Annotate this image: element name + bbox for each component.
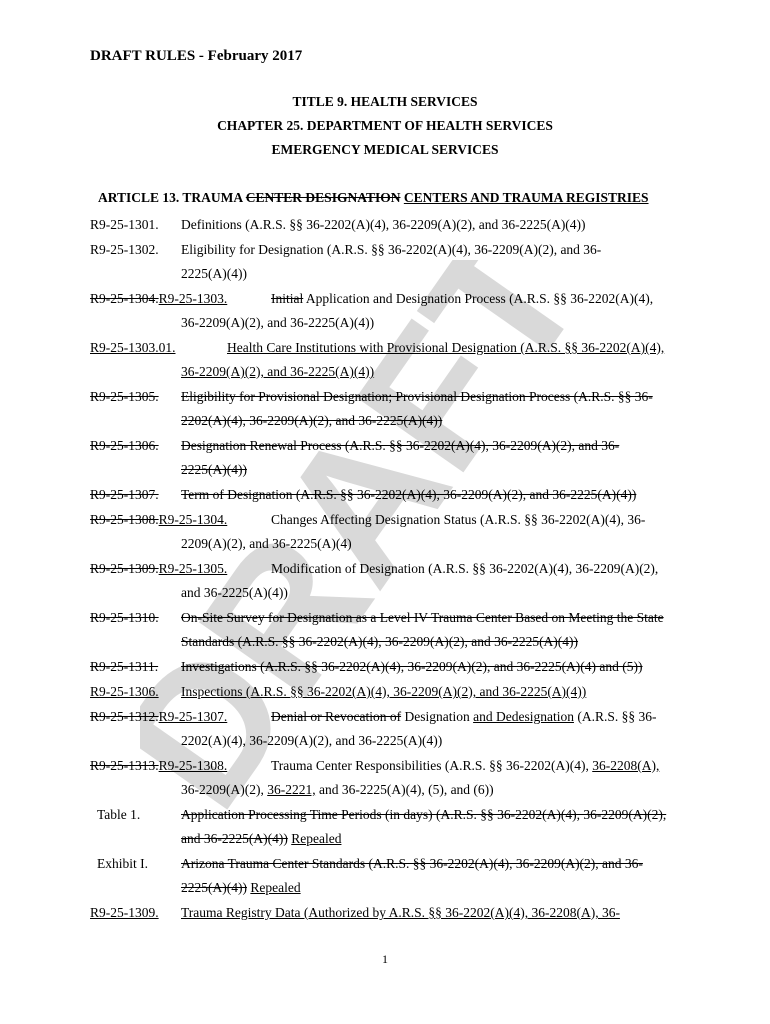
entry-1305-cont: and 36-2225(A)(4)) [181, 585, 288, 600]
entry-1303-cont: 36-2209(A)(2), and 36-2225(A)(4)) [181, 315, 375, 330]
exhibit-1-entry-cont: 2225(A)(4)) Repealed [181, 880, 301, 895]
subject-heading: EMERGENCY MEDICAL SERVICES [271, 142, 499, 157]
entry-1303-01-cont: 36-2209(A)(2), and 36-2225(A)(4)) [181, 364, 375, 379]
entry-1305-repealed-cont: 2202(A)(4), 36-2209(A)(2), and 36-2225(A)(4)) [181, 413, 443, 428]
entry-1302-cont: 2225(A)(4)) [181, 266, 247, 281]
chapter-heading: CHAPTER 25. DEPARTMENT OF HEALTH SERVICES [217, 118, 553, 133]
title-heading: TITLE 9. HEALTH SERVICES [292, 94, 478, 109]
entry-1308-cont: 36-2209(A)(2), 36-2221, and 36-2225(A)(4), (5), and (6)) [181, 782, 494, 797]
entry-1306-repealed-cont: 2225(A)(4)) [181, 462, 247, 477]
svg-text:DRAFT: DRAFT [140, 260, 623, 844]
table-1-entry-cont: and 36-2225(A)(4)) Repealed [181, 831, 342, 846]
entry-1310-repealed-cont: Standards (A.R.S. §§ 36-2202(A)(4), 36-2209(A)(2), and 36-2225(A)(4)) [181, 634, 579, 649]
draft-header: DRAFT RULES - February 2017 [90, 48, 303, 64]
page-number: 1 [382, 952, 388, 966]
entry-1304-cont: 2209(A)(2), and 36-2225(A)(4) [181, 536, 352, 551]
entry-1307-cont: 2202(A)(4), 36-2209(A)(2), and 36-2225(A)(4)) [181, 733, 443, 748]
article-heading: ARTICLE 13. TRAUMA CENTER DESIGNATION CENTERS AND TRAUMA REGISTRIES [98, 190, 649, 205]
document-page: DRAFT RULES - February 2017 TITLE 9. HEALTH SERVICES CHAPTER 25. DEPARTMENT OF HEALTH SERVICES EMERGENCY MEDICAL SERVICES ARTICLE 13. TRAUMA CENTER DESIGNATION CENTERS AND TRAUMA REGISTRIES R9-25-1301. Definitions (A.R.S. §§ 36-2202(A)(4), 36-2209(A)(2), and 36-2225(A)(4)) R9-25-1302. Eligibility for Designation (A.R.S. §§ 36-2202(A)(4), 36-2209(A)(2), and 36- 2225(A)(4)) R9-25-1304.R9-25-1303. Initial Application and Designation Process (A.R.S. §§ 36-2202(A)(4), 36-2209(A)(2), and 36-2225(A)(4)) R9-25-1303.01. Health Care Institutions with Provisional Designation (A.R.S. §§ 36-2202(A)(4), 36-2209(A)(2), and 36-2225(A)(4)) R9-25-1305. Eligibility for Provisional Designation; Provisional Designation Process (A.R.S. §§ 36- 2202(A)(4), 36-2209(A)(2), and 36-2225(A)(4)) R9-25-1306. Designation Renewal Process (A.R.S. §§ 36-2202(A)(4), 36-2209(A)(2), and 36- 2225(A)(4)) R9-25-1307. Term of Designation (A.R.S. §§ 36-2202(A)(4), 36-2209(A)(2), and 36-2225(A)(4)) R9-25-1308.R9-25-1304. Changes Affecting Designation Status (A.R.S. §§ 36-2202(A)(4), 36- 2209(A)(2), and 36-2225(A)(4) R9-25-1309.R9-25-1305. Modification of Designation (A.R.S. §§ 36-2202(A)(4), 36-2209(A)(2), and 36-2225(A)(4)) R9-25-1310. On-Site Survey for Designation as a Level IV Trauma Center Based on Meeting the State Standards (A.R.S. §§ 36-2202(A)(4), 36-2209(A)(2), and 36-2225(A)(4)) R9-25-1311. Investigations (A.R.S. §§ 36-2202(A)(4), 36-2209(A)(2), and 36-2225(A)(4) and (5)) R9-25-1306. Inspections (A.R.S. §§ 36-2202(A)(4), 36-2209(A)(2), and 36-2225(A)(4)) R9-25-1312.R9-25-1307. Denial or Revocation of Designation and Dedesignation (A.R.S. §§ 36- 2202(A)(4), 36-2209(A)(2), and 36-2225(A)(4)) R9-25-1313.R9-25-1308. Trauma Center Responsibilities (A.R.S. §§ 36-2202(A)(4), 36-2208(A), 36-2209(A)(2), 36-2221, and 36-2225(A)(4), (5), and (6)) Table 1. Application Processing Time Periods (in days) (A.R.S. §§ 36-2202(A)(4), 36-2209(A)(2), and 36-2225(A)(4)) Repealed Exhibit I. Arizona Trauma Center Standards (A.R.S. §§ 36-2202(A)(4), 36-2209(A)(2), and 36- 2225(A)(4)) Repealed R9-25-1309. Trauma Registry Data (Authorized by A.R.S. §§ 36-2202(A)(4), 36-2208(A), 36- 1 [0, 0, 770, 1024]
